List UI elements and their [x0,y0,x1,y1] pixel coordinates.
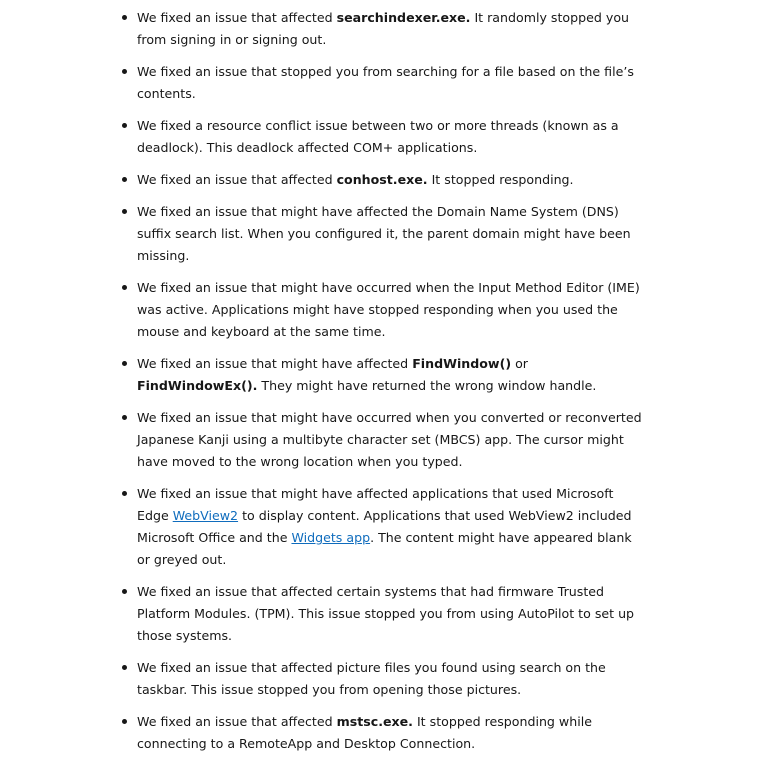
bullet-icon [122,285,127,290]
fix-text [137,660,606,697]
fix-text [137,172,574,187]
text-run: We fixed an issue that stopped you from searching for a file based on the file’s contents. [137,64,634,101]
fix-text [137,118,619,155]
fix-list [0,7,776,765]
bullet-icon [122,69,127,74]
list-item [0,711,647,755]
list-item [0,407,647,473]
text-run: We fixed an issue that might have occurred when the Input Method Editor (IME) was active. Applications might have stopped responding when you used the mouse and keyboard at the same time. [137,280,640,339]
bullet-icon [122,123,127,128]
text-run: We fixed an issue that might have affected the Domain Name System (DNS) suffix search list. When you configured it, the parent domain might have been missing. [137,204,631,263]
bold-term: FindWindowEx(). [137,378,258,393]
bold-term: mstsc.exe. [336,714,413,729]
bullet-icon [122,491,127,496]
text-run: We fixed an issue that affected picture files you found using search on the taskbar. This issue stopped you from opening those pictures. [137,660,606,697]
bullet-icon [122,589,127,594]
list-item [0,277,647,343]
text-run: to display content. Applications that used WebView2 included Microsoft Office and the [137,508,632,545]
fix-text [137,64,634,101]
inline-link[interactable]: Widgets app [291,530,371,545]
text-run: We fixed a resource conflict issue between two or more threads (known as a deadlock). This deadlock affected COM+ applications. [137,118,619,155]
fix-text [137,356,596,393]
text-run: . The content might have appeared blank or greyed out. [137,530,632,567]
list-item [0,61,647,105]
bullet-icon [122,15,127,20]
text-run: It stopped responding while connecting to a RemoteApp and Desktop Connection. [137,714,592,751]
bold-term: conhost.exe. [336,172,428,187]
fix-text [137,204,631,263]
inline-link[interactable]: WebView2 [172,508,239,523]
bullet-icon [122,177,127,182]
bullet-icon [122,719,127,724]
text-run: We fixed an issue that might have affected [137,356,413,371]
text-run: We fixed an issue that might have affected applications that used Microsoft Edge [137,486,614,523]
fix-text [137,410,642,469]
text-run: They might have returned the wrong window handle. [257,378,597,393]
text-run: or [511,356,528,371]
list-item [0,581,647,647]
text-run: We fixed an issue that affected [137,714,337,729]
bold-term: searchindexer.exe. [336,10,471,25]
list-item [0,115,647,159]
fix-text [137,584,634,643]
text-run: It randomly stopped you from signing in or signing out. [137,10,630,47]
bullet-icon [122,665,127,670]
fix-text [137,714,592,751]
bullet-icon [122,415,127,420]
bold-term: FindWindow() [412,356,512,371]
list-item [0,7,647,51]
list-item [0,201,647,267]
text-run: It stopped responding. [427,172,574,187]
list-item [0,483,647,571]
list-item [0,169,647,191]
text-run: We fixed an issue that might have occurred when you converted or reconverted Japanese Kanji using a multibyte character set (MBCS) app. The cursor might have moved to the wrong location when you typed. [137,410,642,469]
fix-text [137,10,629,47]
list-item [0,657,647,701]
fix-text [137,280,640,339]
text-run: We fixed an issue that affected [137,10,337,25]
bullet-icon [122,209,127,214]
fix-text [137,486,632,567]
list-item [0,353,647,397]
text-run: We fixed an issue that affected [137,172,337,187]
bullet-icon [122,361,127,366]
text-run: We fixed an issue that affected certain systems that had firmware Trusted Platform Modules. (TPM). This issue stopped you from using AutoPilot to set up those systems. [137,584,635,643]
